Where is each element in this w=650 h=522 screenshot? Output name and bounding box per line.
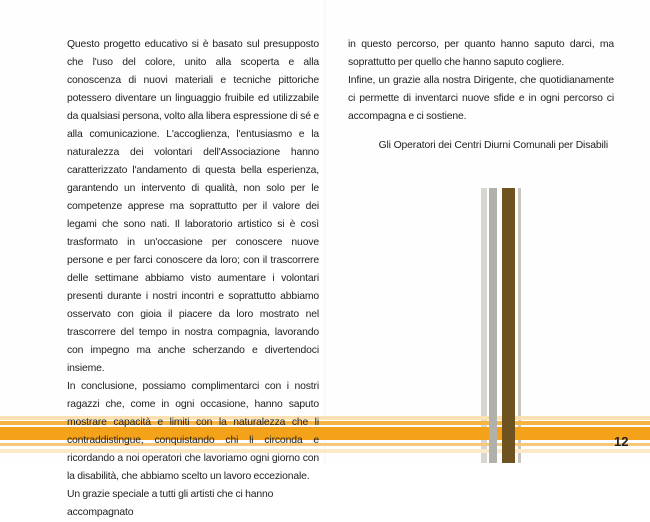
right-column-text <box>348 36 614 126</box>
page-number: 12 <box>614 434 629 449</box>
left-paragraph-2: In conclusione, possiamo complimentarci con i nostri ragazzi che, come in ogni occasione, hanno saputo mostrare capacità e limiti con la naturalezza che li contraddistingue, conquistando chi li circonda e ricordando a noi operatori che lavoriamo ogni giorno con la disabilità, che abbiamo scelto un lavoro eccezionale. <box>67 381 319 482</box>
stripe-vertical-grey-front <box>489 410 497 463</box>
left-paragraph-3: Un grazie speciale a tutti gli artisti che ci hanno accompagnato <box>67 489 274 518</box>
left-paragraph-1: Questo progetto educativo si è basato sul presupposto che l'uso del colore, unito alla scoperta e alla conoscenza di nuovi materiali e tecniche pittoriche potessero diventare un linguaggio fruibile ed utilizzabile da qualsiasi persona, volto alla libera espressione di sé e alla comunicazione. L'accoglienza, l'entusiasmo e la naturalezza dei volontari dell'Associazione hanno caratterizzato l'andamento di questa bella esperienza, garantendo un intervento di qualità, non solo per le competenze apprese ma soprattutto per il valore dei legami che sono nati. Il laboratorio artistico si è così trasformato in un'occasione per conoscere nuove persone e per farci conoscere da loro; con il trascorrere delle settimane abbiamo visto aumentare i volontari presenti durante i nostri incontri e soprattutto abbiamo osservato con gioia il piacere da loro mostrato nel trascorrere del tempo in nostra compagnia, lavorando con impegno ma anche scherzando e divertendoci insieme. <box>67 39 319 374</box>
page-gutter-shadow <box>324 0 326 463</box>
left-column-text <box>67 36 319 522</box>
stripe-vertical-brown-front <box>502 410 515 463</box>
right-paragraph-2: Infine, un grazie alla nostra Dirigente, che quotidianamente ci permette di inventarci nuove sfide e in ogni percorso ci accompagna e ci sostiene. <box>348 75 614 122</box>
signature: Gli Operatori dei Centri Diurni Comunali per Disabili <box>378 140 608 151</box>
right-paragraph-1: in questo percorso, per quanto hanno saputo darci, ma soprattutto per quello che hanno saputo cogliere. <box>348 39 614 68</box>
